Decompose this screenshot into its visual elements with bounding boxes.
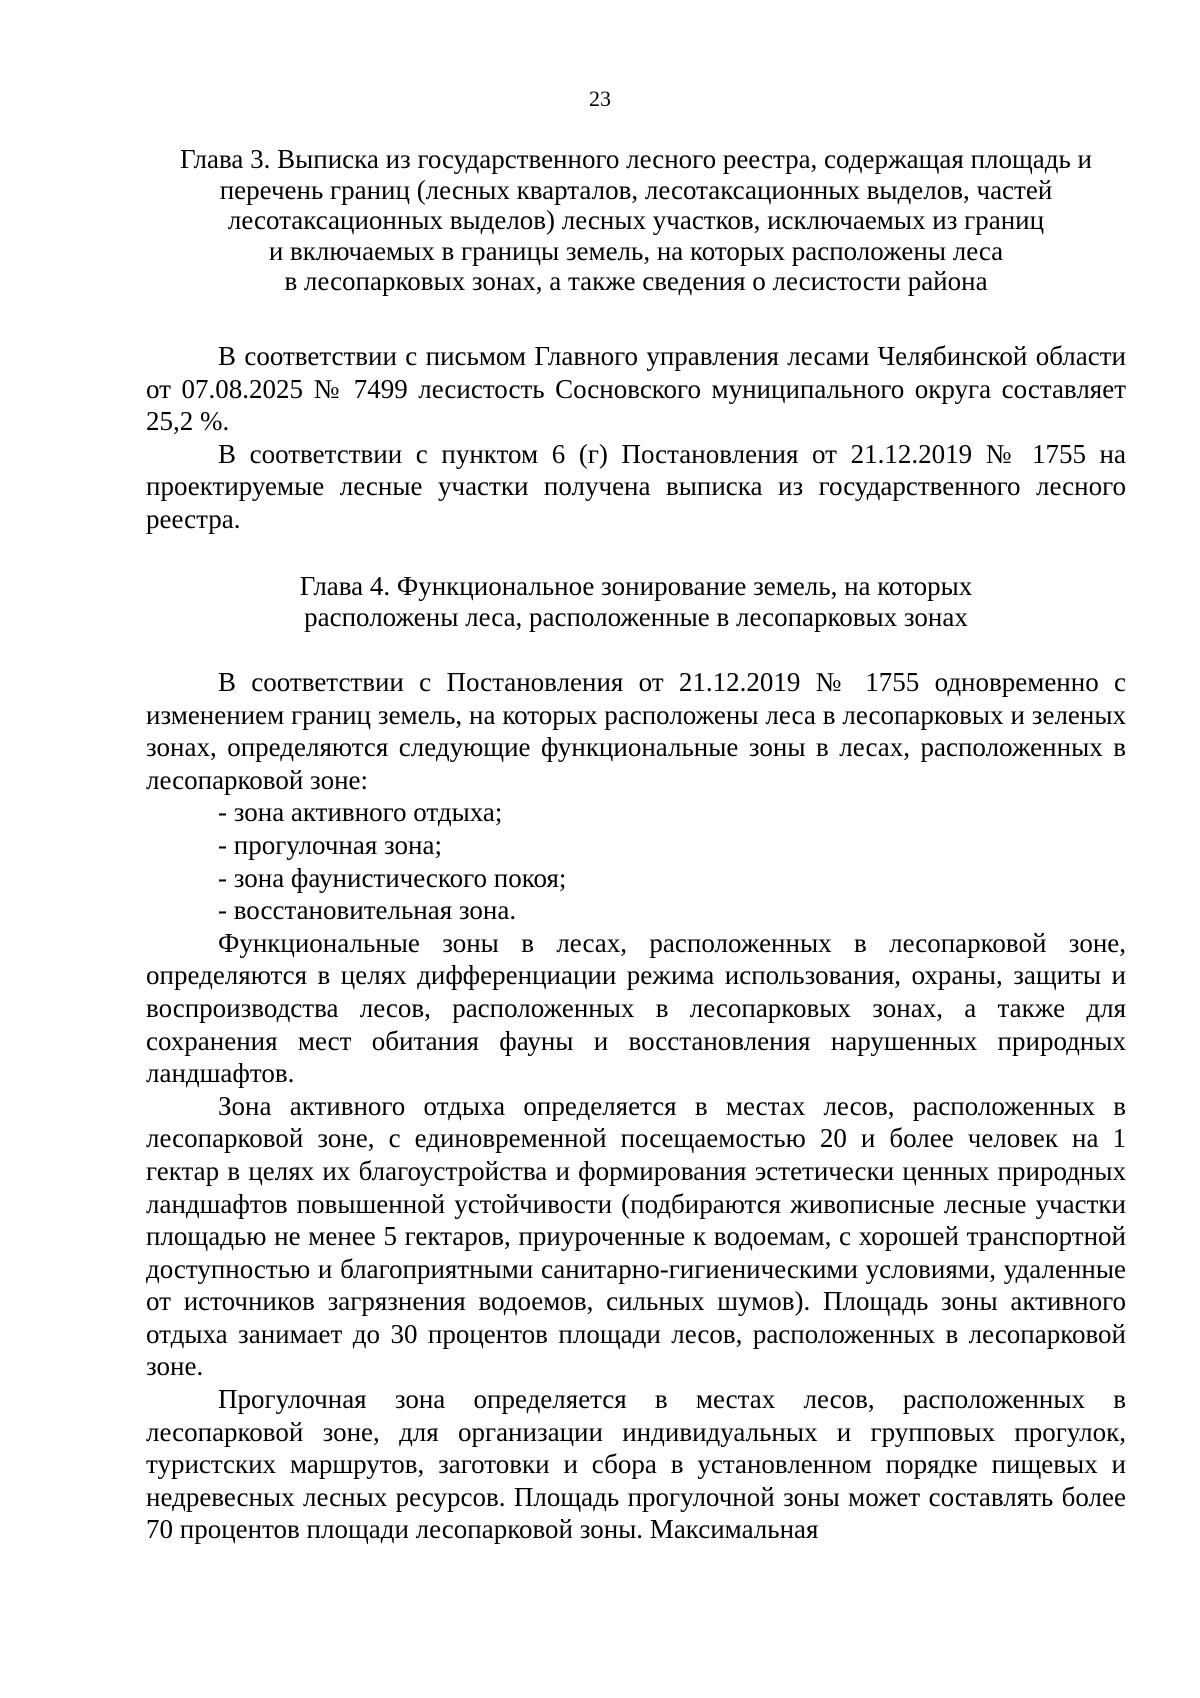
chapter-4-heading-line: Глава 4. Функциональное зонирование земель, на которых [299, 571, 973, 601]
active-recreation-paragraph: Зона активного отдыха определяется в местах лесов, расположенных в лесопарковой зоне, с единовременной посещаемостью 20 и более человек на 1 гектар в целях их благоустройства и формирования эстетически ценных природных ландшафтов повышенной устойчивости (подбираются живописные лесные участки площадью не менее 5 гектаров, приуроченные к водоемам, с хорошей транспортной доступностью и благоприятными санитарно-гигиеническими условиями, удаленные от источников загрязнения водоемов, сильных шумов). Площадь зоны активного отдыха занимает до 30 процентов площади лесов, расположенных в лесопарковой зоне. [146, 1090, 1126, 1382]
chapter-4-heading [146, 571, 1126, 632]
chapter-3-heading-line: лесотаксационных выделов) лесных участков, исключаемых из границ [227, 205, 1045, 235]
chapter-3-heading-line: перечень границ (лесных кварталов, лесотаксационных выделов, частей [219, 174, 1053, 205]
chapter-3-heading [146, 144, 1126, 297]
functional-zones-list [146, 796, 1126, 926]
zone-list-item: - зона фаунистического покоя; [218, 862, 567, 893]
zone-list-item: - восстановительная зона. [218, 895, 517, 926]
chapter-3-body [146, 340, 1126, 536]
zone-list-item: - прогулочная зона; [218, 829, 442, 860]
chapter-4-heading-line: расположены леса, расположенные в лесопарковых зонах [304, 601, 968, 632]
zoning-intro-paragraph: В соответствии с Постановления от 21.12.2019 № 1755 одновременно с изменением границ земель, на которых расположены леса в лесопарковых и зеленых зонах, определяются следующие функциональные зоны в лесах, расположенных в лесопарковой зоне: [146, 667, 1126, 795]
chapter-4-body [146, 666, 1126, 1546]
page-number: 23 [589, 86, 611, 111]
zones-purpose-paragraph: Функциональные зоны в лесах, расположенных в лесопарковой зоне, определяются в целях дифференциации режима использования, охраны, защиты и воспроизводства лесов, расположенных в лесопарковых зонах, а также для сохранения мест обитания фауны и восстановления нарушенных природных ландшафтов. [146, 927, 1126, 1089]
forest-cover-paragraph: В соответствии с письмом Главного управления лесами Челябинской области от 07.08.2025 № 7499 лесистость Сосновского муниципального округа составляет 25,2 %. [146, 341, 1126, 437]
zone-list-item: - зона активного отдыха; [218, 797, 503, 828]
walking-zone-paragraph: Прогулочная зона определяется в местах лесов, расположенных в лесопарковой зоне, для организации индивидуальных и групповых прогулок, туристских маршрутов, заготовки и сбора в установленном порядке пищевых и недревесных лесных ресурсов. Площадь прогулочной зоны может составлять более 70 процентов площади лесопарковой зоны. Максимальная [146, 1384, 1126, 1545]
registry-extract-paragraph: В соответствии с пунктом 6 (г) Постановления от 21.12.2019 № 1755 на проектируемые лесные участки получена выписка из государственного лесного реестра. [146, 438, 1126, 534]
chapter-3-heading-line: в лесопарковых зонах, а также сведения о лесистости района [284, 266, 988, 296]
chapter-3-heading-line: и включаемых в границы земель, на которых расположены леса [268, 235, 1004, 266]
chapter-3-heading-line: Глава 3. Выписка из государственного лесного реестра, содержащая площадь и [179, 144, 1093, 174]
